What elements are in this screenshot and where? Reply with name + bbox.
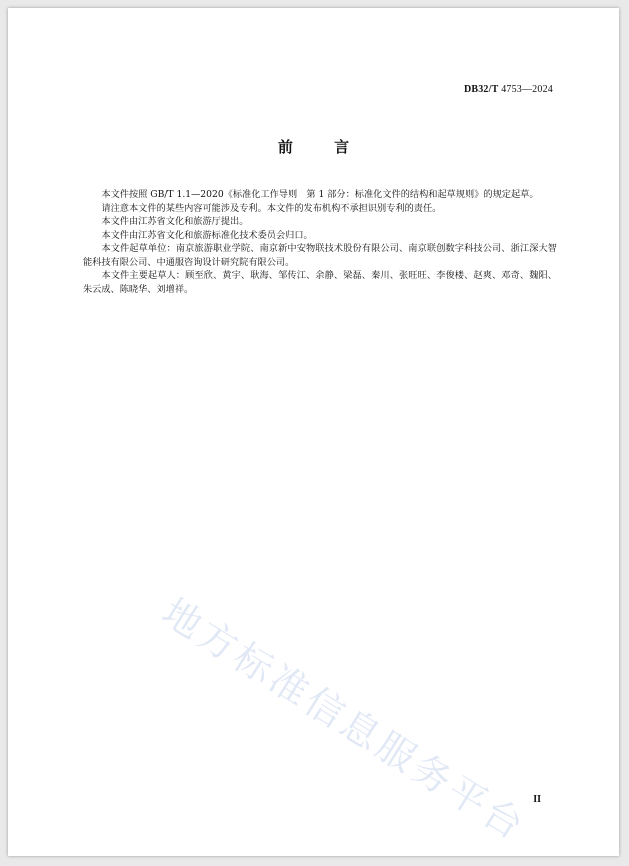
paragraph-proposer: 本文件由江苏省文化和旅游厅提出。	[101, 216, 249, 227]
watermark: 地方标准信息服务平台	[154, 589, 534, 850]
page-number: II	[533, 794, 541, 805]
title-char-1: 前	[277, 138, 293, 156]
paragraph-patent-notice: 请注意本文件的某些内容可能涉及专利。本文件的发布机构不承担识别专利的责任。	[101, 202, 442, 214]
document-code	[464, 84, 553, 95]
paragraph-drafting-units: 本文件起草单位：南京旅游职业学院、南京新中安物联技术股份有限公司、南京联创数字科技公司、浙江深大智能科技有限公司、中通服咨询设计研究院有限公司。	[83, 243, 557, 268]
paragraph-drafters: 本文件主要起草人：顾至欣、黄宇、耿海、邹传江、余静、梁磊、秦川、张旺旺、李俊楼、赵爽、邓奇、魏阳、朱云成、陈晓华、刘增祥。	[83, 270, 557, 295]
title-char-2: 言	[334, 138, 350, 156]
document-page	[8, 8, 619, 856]
document-code-number: 4753—2024	[501, 84, 553, 95]
document-code-prefix: DB32/T	[463, 84, 499, 95]
paragraph-committee: 本文件由江苏省文化和旅游标准化技术委员会归口。	[101, 229, 313, 241]
foreword-body	[83, 188, 557, 296]
paragraph-drafting-rules: 本文件按照 GB/T 1.1—2020《标准化工作导则 第 1 部分：标准化文件的结构和起草规则》的规定起草。	[101, 189, 539, 200]
page-title	[8, 136, 619, 157]
